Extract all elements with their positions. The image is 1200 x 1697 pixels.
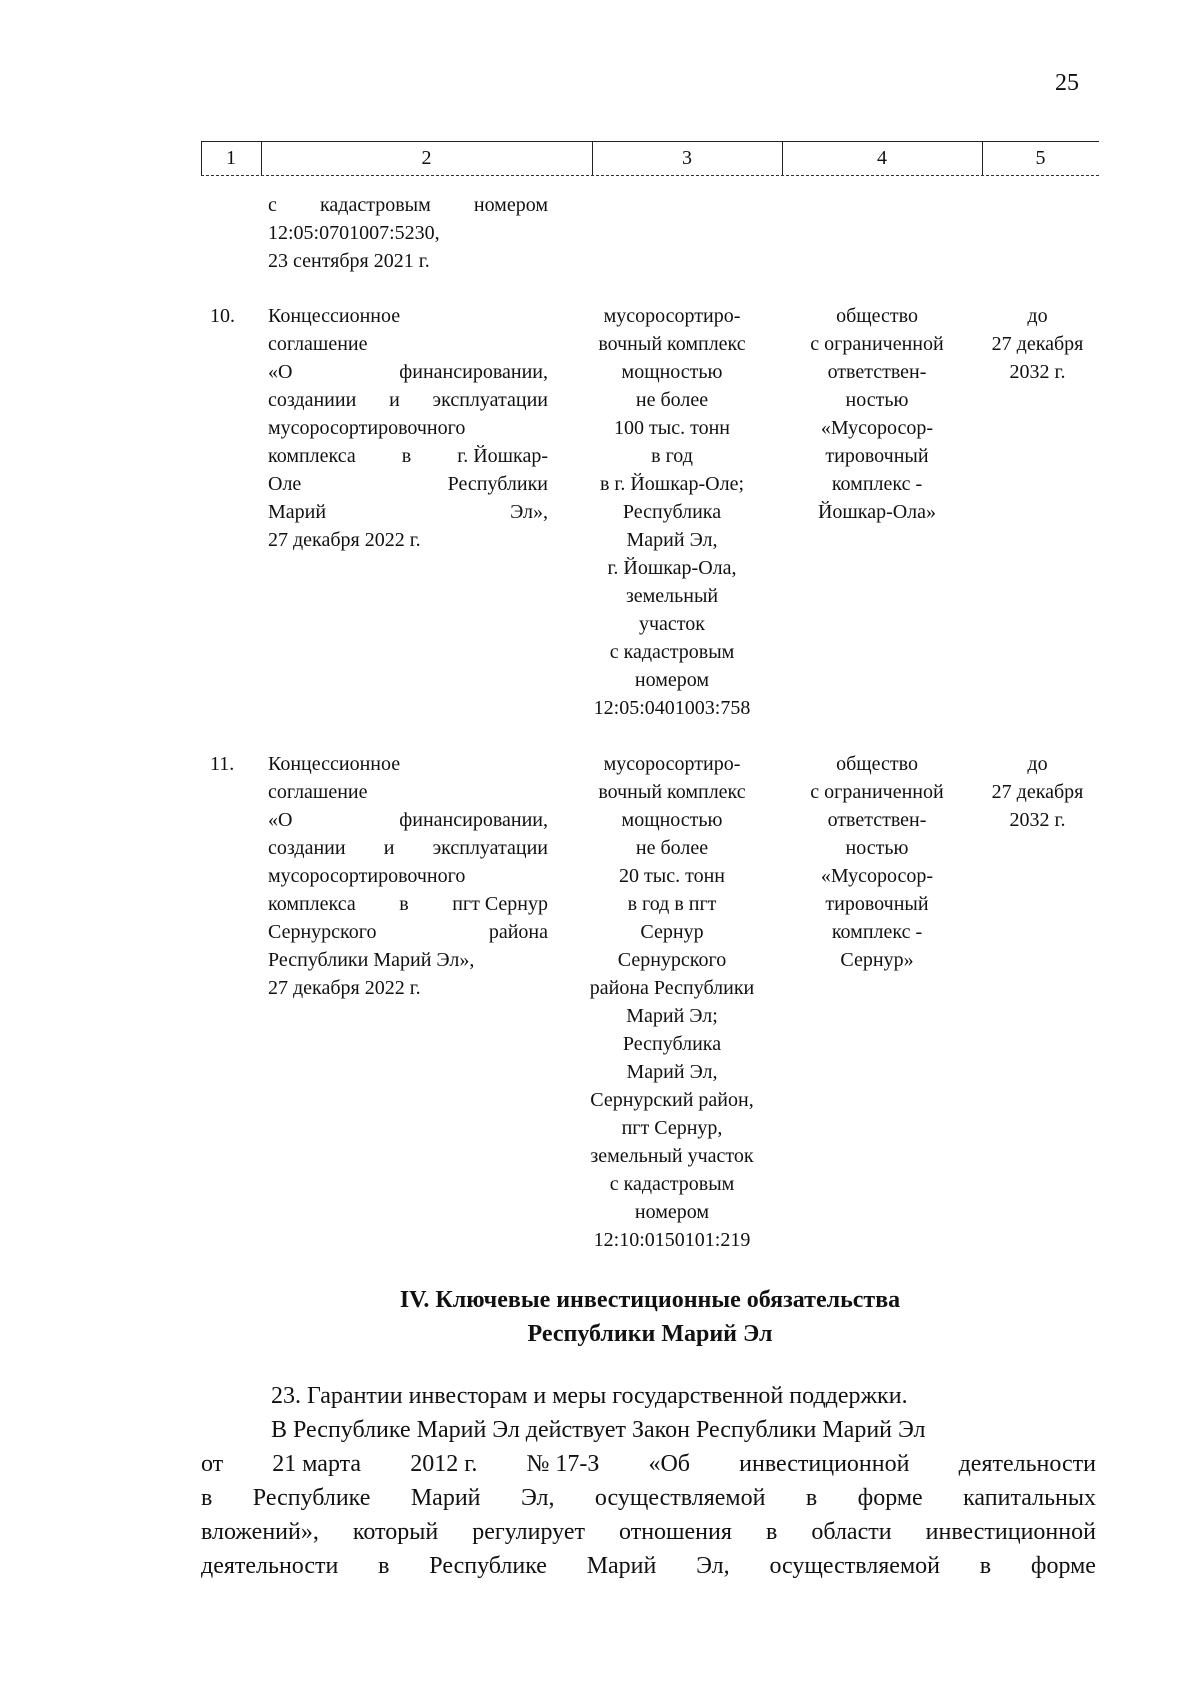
table-header-cell: 4 (877, 147, 887, 169)
text-line: Марий Эл», (268, 501, 548, 523)
section-heading-line: IV. Ключевые инвестиционные обязательства (399, 1287, 901, 1313)
text-line: комплекса в г. Йошкар- (268, 445, 548, 467)
agreement-cell (268, 302, 548, 554)
agreement-cell (268, 750, 548, 1002)
text-line: комплекса в пгт Сернур (268, 893, 548, 915)
text-line: 23 сентября 2021 г. (268, 250, 430, 272)
text-line: с кадастровым номером (268, 194, 548, 216)
row-number: 11. (210, 753, 235, 775)
text-line: от 21 марта 2012 г. № 17-З «Об инвестиционной деятельности (201, 1451, 1096, 1477)
text-line: вложений», который регулирует отношения в области инвестиционной (201, 1519, 1096, 1545)
row-number: 10. (210, 305, 235, 327)
continuation-cell (268, 191, 548, 275)
section-heading (200, 1283, 1100, 1351)
body-paragraph (201, 1379, 1096, 1583)
table-header-cell: 3 (682, 147, 692, 169)
text-line: Концессионное (268, 753, 401, 775)
text-line: 12:05:0701007:5230, (268, 222, 440, 244)
text-line: в Республике Марий Эл, осуществляемой в форме капитальных (201, 1485, 1096, 1511)
text-line: Сернурского района (268, 921, 548, 943)
object-cell: мусоросортиро- вочный комплекс мощностью не более 20 тыс. тонн в год в пгт Сернур Сернурского района Республики Марий Эл; Республика Марий Эл, Сернурский район, пгт Сернур, земельный участок с кадастровым номером 12:10:0150101:219 (589, 753, 755, 1251)
text-line: мусоросортировочного (268, 865, 466, 887)
text-line: мусоросортировочного (268, 417, 466, 439)
text-line: Республики Марий Эл», (268, 949, 475, 971)
table-header-cell: 1 (226, 147, 236, 169)
text-line: созданиии и эксплуатации (268, 389, 548, 411)
table-header-row (201, 141, 1099, 176)
page-number: 25 (1055, 70, 1079, 96)
text-line: Оле Республики (268, 473, 548, 495)
text-line: соглашение (268, 781, 368, 803)
table-header-cell: 5 (1035, 147, 1046, 169)
section-heading-line: Республики Марий Эл (527, 1321, 773, 1347)
term-cell: до 27 декабря 2032 г. (991, 753, 1084, 831)
text-line: «О финансировании, (268, 809, 548, 831)
object-cell: мусоросортиро- вочный комплекс мощностью не более 100 тыс. тонн в год в г. Йошкар-Оле; Республика Марий Эл, г. Йошкар-Ола, земельный участок с кадастровым номером 12:05:0401003:758 (593, 305, 751, 719)
party-cell: общество с ограниченной ответствен- ностью «Мусоросор- тировочный комплекс - Сернур» (810, 753, 944, 971)
text-line: В Республике Марий Эл действует Закон Республики Марий Эл (271, 1417, 926, 1443)
table-header-cell: 2 (421, 147, 432, 169)
text-line: Концессионное (268, 305, 401, 327)
text-line: 27 декабря 2022 г. (268, 529, 421, 551)
text-line: 27 декабря 2022 г. (268, 977, 421, 999)
text-line: создании и эксплуатации (268, 837, 548, 859)
text-line: «О финансировании, (268, 361, 548, 383)
party-cell: общество с ограниченной ответствен- ностью «Мусоросор- тировочный комплекс - Йошкар-Ола» (810, 305, 944, 523)
text-line: соглашение (268, 333, 368, 355)
text-line: деятельности в Республике Марий Эл, осуществляемой в форме (201, 1553, 1096, 1579)
item-title: 23. Гарантии инвесторам и меры государственной поддержки. (271, 1383, 908, 1409)
term-cell: до 27 декабря 2032 г. (991, 305, 1084, 383)
